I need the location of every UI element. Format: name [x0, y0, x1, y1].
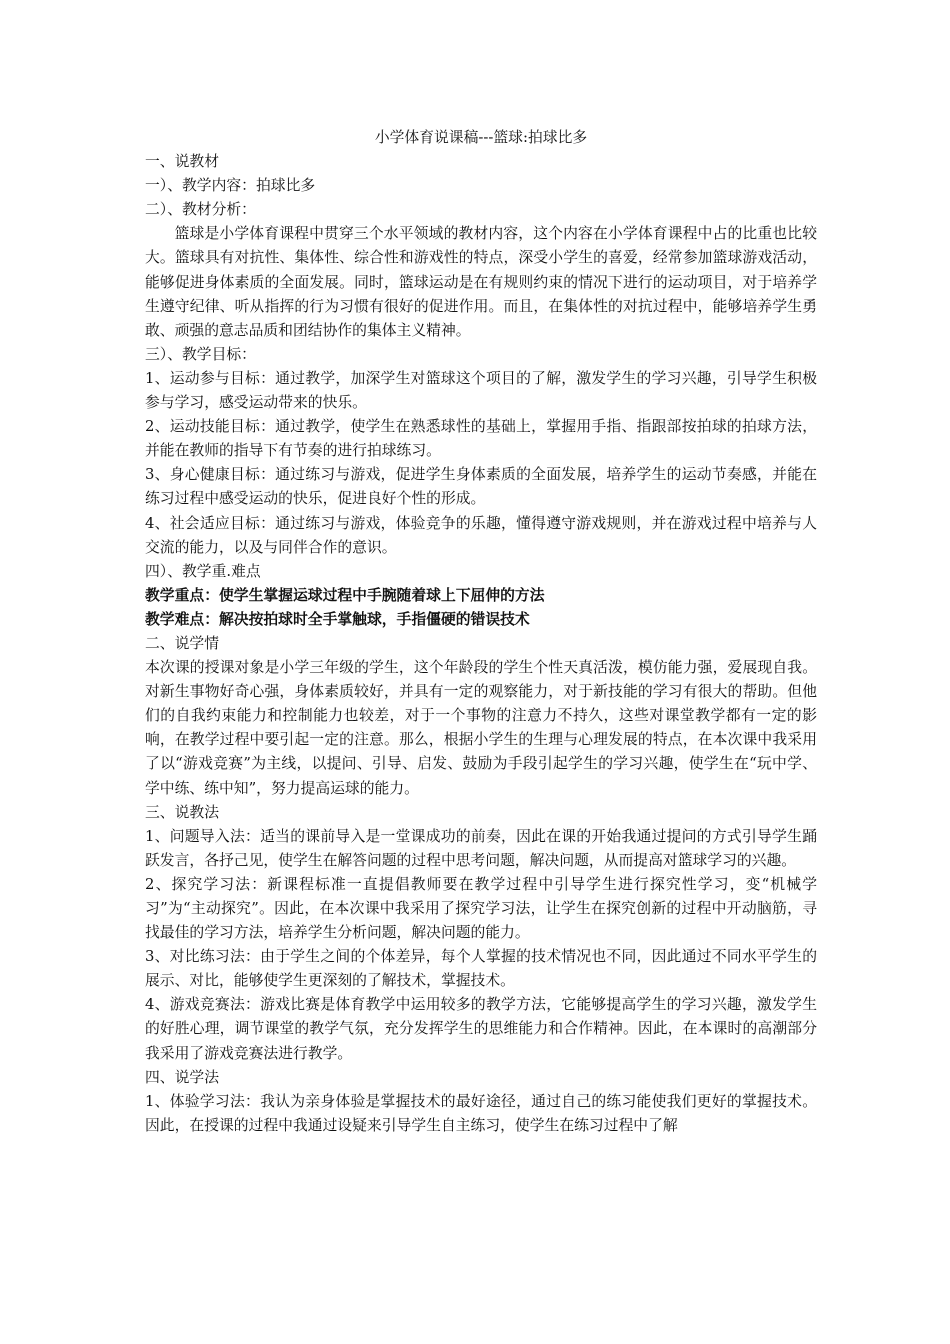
document-page: [145, 126, 817, 1138]
item-textbook-analysis: 二）、教材分析：: [145, 201, 256, 219]
item-teaching-content: 一）、教学内容：拍球比多: [145, 177, 316, 195]
section-heading-students: 二、说学情: [145, 634, 219, 652]
item-teaching-goals: 三）、教学目标：: [145, 345, 256, 363]
key-point: 教学重点：使学生掌握运球过程中手腕随着球上下屈伸的方法: [145, 586, 545, 604]
method-game-competition: 4、游戏竞赛法：游戏比赛是体育教学中运用较多的教学方法，它能够提高学生的学习兴趣，激发学生的好胜心理，调节课堂的教学气氛，充分发挥学生的思维能力和合作精神。因此，在本课时的高潮部分我采用了游戏竞赛法进行教学。: [145, 996, 817, 1062]
section-heading-teaching-methods: 三、说教法: [145, 803, 219, 821]
item-key-difficult-points: 四）、教学重.难点: [145, 562, 261, 580]
paragraph-textbook-analysis: 篮球是小学体育课程中贯穿三个水平领域的教材内容，这个内容在小学体育课程中占的比重也比较大。篮球具有对抗性、集体性、综合性和游戏性的特点，深受小学生的喜爱，经常参加篮球游戏活动，能够促进身体素质的全面发展。同时，篮球运动是在有规则约束的情况下进行的运动项目，对于培养学生遵守纪律、听从指挥的行为习惯有很好的促进作用。而且，在集体性的对抗过程中，能够培养学生勇敢、顽强的意志品质和团结协作的集体主义精神。: [145, 225, 817, 339]
section-heading-learning-methods: 四、说学法: [145, 1068, 219, 1086]
method-question-intro: 1、问题导入法：适当的课前导入是一堂课成功的前奏，因此在课的开始我通过提问的方式引导学生踊跃发言，各抒己见，使学生在解答问题的过程中思考问题，解决问题，从而提高对篮球学习的兴趣。: [145, 827, 817, 869]
method-comparison: 3、对比练习法：由于学生之间的个体差异，每个人掌握的技术情况也不同，因此通过不同水平学生的展示、对比，能够使学生更深刻的了解技术，掌握技术。: [145, 948, 817, 990]
document-title: 小学体育说课稿---篮球:拍球比多: [374, 129, 588, 146]
paragraph-students: 本次课的授课对象是小学三年级的学生，这个年龄段的学生个性天真活泼，模仿能力强，爱展现自我。对新生事物好奇心强，身体素质较好，并具有一定的观察能力，对于新技能的学习有很大的帮助。但他们的自我约束能力和控制能力也较差，对于一个事物的注意力不持久，这些对课堂教学都有一定的影响，在教学过程中要引起一定的注意。那么，根据小学生的生理与心理发展的特点，在本次课中我采用了以“游戏竞赛”为主线，以提问、引导、启发、鼓励为手段引起学生的学习兴趣，使学生在“玩中学、学中练、练中知”，努力提高运球的能力。: [145, 659, 817, 797]
method-inquiry: 2、探究学习法：新课程标准一直提倡教师要在教学过程中引导学生进行探究性学习，变“机械学习”为“主动探究”。因此，在本次课中我采用了探究学习法，让学生在探究创新的过程中开动脑筋，寻找最佳的学习方法，培养学生分析问题，解决问题的能力。: [145, 875, 817, 942]
goal-health: 3、身心健康目标：通过练习与游戏，促进学生身体素质的全面发展，培养学生的运动节奏感，并能在练习过程中感受运动的快乐，促进良好个性的形成。: [145, 466, 817, 508]
goal-participation: 1、运动参与目标：通过教学，加深学生对篮球这个项目的了解，激发学生的学习兴趣，引导学生积极参与学习，感受运动带来的快乐。: [145, 369, 817, 412]
goal-social: 4、社会适应目标：通过练习与游戏，体验竞争的乐趣，懂得遵守游戏规则，并在游戏过程中培养与人交流的能力，以及与同伴合作的意识。: [145, 514, 817, 556]
study-experience: 1、体验学习法：我认为亲身体验是掌握技术的最好途径，通过自己的练习能使我们更好的掌握技术。因此，在授课的过程中我通过设疑来引导学生自主练习，使学生在练习过程中了解: [145, 1092, 817, 1134]
section-heading-textbook: 一、说教材: [145, 153, 219, 171]
difficult-point: 教学难点：解决按拍球时全手掌触球，手指僵硬的错误技术: [145, 610, 530, 628]
goal-skill: 2、运动技能目标：通过教学，使学生在熟悉球性的基础上，掌握用手指、指跟部按拍球的拍球方法，并能在教师的指导下有节奏的进行拍球练习。: [145, 418, 817, 460]
